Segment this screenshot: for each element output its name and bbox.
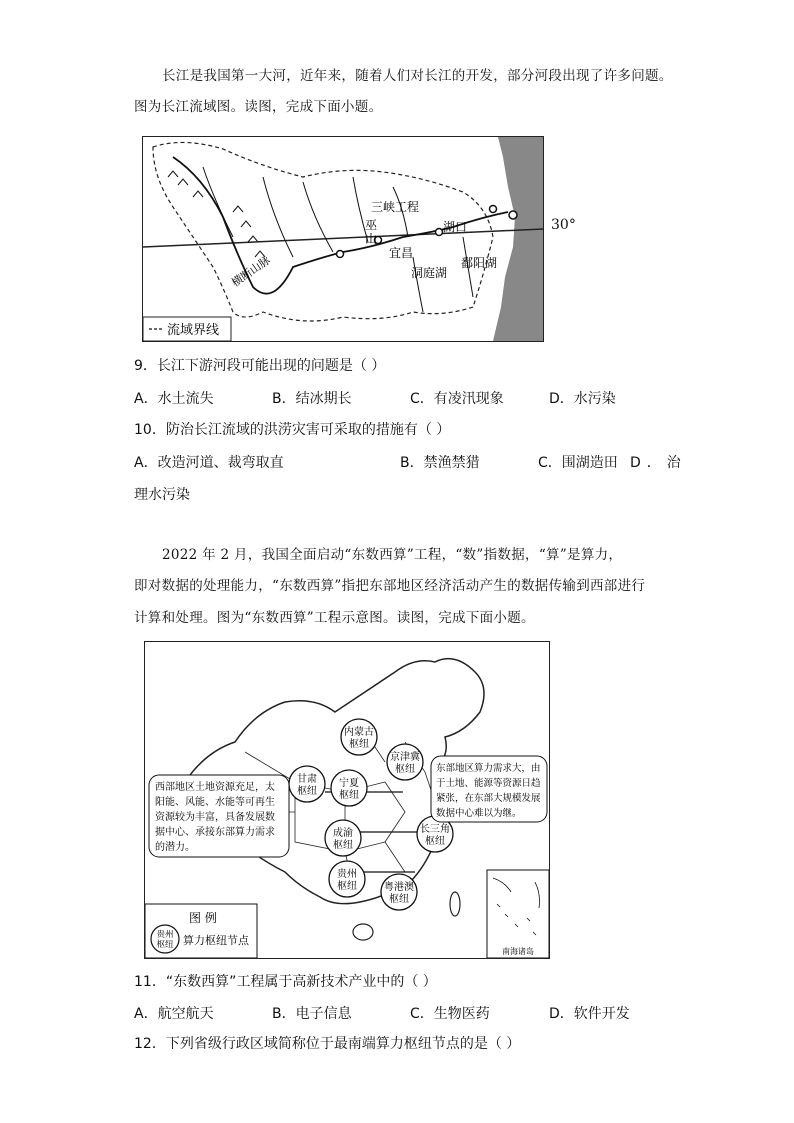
svg-text:宁夏: 宁夏 [339, 778, 359, 789]
svg-text:内蒙古: 内蒙古 [344, 727, 374, 738]
q10-stem: 10．防治长江流域的洪涝灾害可采取的措施有（ ） [134, 422, 451, 438]
node-neimenggu [341, 719, 377, 755]
svg-text:甘肃: 甘肃 [297, 774, 317, 785]
q12-stem: 12．下列省级行政区域简称位于最南端算力枢纽节点的是（ ） [134, 1036, 521, 1052]
q11-option-a[interactable]: A．航空航天 [134, 1006, 214, 1022]
label-wushan: 巫 [365, 218, 378, 232]
svg-text:京津冀: 京津冀 [390, 752, 420, 763]
q11-option-b[interactable]: B．电子信息 [272, 1006, 352, 1022]
label-poyang: 鄱阳湖 [461, 256, 498, 270]
q10-option-a[interactable]: A．改造河道、裁弯取直 [134, 455, 284, 471]
svg-text:贵州: 贵州 [156, 930, 174, 940]
q10-option-c[interactable]: C．围湖造田 [538, 455, 618, 471]
q9-option-a[interactable]: A．水土流失 [134, 391, 214, 407]
svg-text:东部地区算力需求大，由: 东部地区算力需求大，由 [436, 763, 541, 774]
label-wushan2: 山 [365, 232, 378, 246]
svg-text:紧张，在东部大规模发展: 紧张，在东部大规模发展 [436, 793, 541, 804]
node-jingjinji [387, 744, 423, 780]
svg-text:枢纽: 枢纽 [425, 836, 445, 847]
q9-option-c[interactable]: C．有凌汛现象 [410, 391, 504, 407]
svg-text:枢纽: 枢纽 [156, 940, 174, 950]
svg-text:算力枢纽节点: 算力枢纽节点 [183, 934, 249, 947]
q9-option-b[interactable]: B．结冰期长 [272, 391, 352, 407]
svg-text:枢纽: 枢纽 [349, 739, 369, 750]
q10-option-b[interactable]: B．禁渔禁猎 [400, 455, 480, 471]
node-guizhou [329, 861, 365, 897]
svg-text:阳能、风能、水能等可再生: 阳能、风能、水能等可再生 [155, 797, 275, 808]
node-ningxia [331, 770, 367, 806]
svg-text:粤港澳: 粤港澳 [384, 882, 414, 893]
intro2-line2: 即对数据的处理能力，“东数西算”指把东部地区经济活动产生的数据传输到西部进行 [134, 578, 646, 594]
legend-basin: 流域界线 [167, 323, 220, 338]
q9-option-d[interactable]: D．水污染 [549, 391, 616, 407]
svg-text:的潜力。: 的潜力。 [155, 842, 195, 853]
svg-text:于土地、能源等资源日趋: 于土地、能源等资源日趋 [436, 778, 541, 789]
svg-text:西部地区土地资源充足，太: 西部地区土地资源充足，太 [155, 782, 275, 793]
label-hukou: 湖口 [443, 220, 468, 234]
label-lat-30: 30° [551, 217, 576, 233]
svg-text:南海诸岛: 南海诸岛 [502, 947, 534, 956]
svg-text:长三角: 长三角 [420, 824, 450, 835]
svg-text:数据中心难以为继。: 数据中心难以为继。 [436, 808, 522, 819]
q9-stem: 9．长江下游河段可能出现的问题是（ ） [134, 358, 386, 374]
map2-legend [145, 904, 257, 958]
svg-text:图 例: 图 例 [189, 911, 217, 925]
yangtze-basin-map [142, 136, 576, 342]
q11-stem: 11．“东数西算”工程属于高新技术产业中的（ ） [134, 974, 437, 990]
node-yuegangao [381, 874, 417, 910]
south-china-sea-inset [487, 870, 549, 958]
intro2-line1: 2022 年 2 月，我国全面启动“东数西算”工程，“数”指数据，“算”是算力， [162, 547, 623, 563]
node-chengyu [325, 820, 361, 856]
intro1-line1: 长江是我国第一大河，近年来，随着人们对长江的开发，部分河段出现了许多问题。 [162, 68, 673, 84]
label-dongting: 洞庭湖 [411, 266, 448, 280]
svg-text:贵州: 贵州 [337, 869, 357, 880]
intro1-line2: 图为长江流域图。读图，完成下面小题。 [134, 99, 383, 115]
svg-text:枢纽: 枢纽 [389, 894, 409, 905]
east-note [431, 756, 547, 822]
label-hengduan: 横断山脉 [229, 253, 273, 290]
intro2-line3: 计算和处理。图为“东数西算”工程示意图。读图，完成下面小题。 [134, 610, 535, 626]
q10-option-d-cont: 理水污染 [134, 487, 190, 503]
label-sanxia: 三峡工程 [371, 200, 420, 214]
svg-text:枢纽: 枢纽 [297, 786, 317, 797]
east-data-west-computing-map [144, 641, 550, 959]
svg-text:成渝: 成渝 [333, 828, 353, 839]
label-yichang: 宜昌 [389, 246, 414, 260]
q10-option-d[interactable]: D．治 [630, 455, 687, 471]
svg-text:枢纽: 枢纽 [395, 764, 415, 775]
q11-option-c[interactable]: C．生物医药 [410, 1006, 490, 1022]
q11-option-d[interactable]: D．软件开发 [549, 1006, 630, 1022]
svg-text:据中心、承接东部算力需求: 据中心、承接东部算力需求 [155, 827, 275, 838]
svg-text:枢纽: 枢纽 [333, 840, 353, 851]
node-gansu [289, 766, 325, 802]
svg-text:枢纽: 枢纽 [337, 881, 357, 892]
west-note [149, 775, 289, 857]
svg-text:资源较为丰富，具备发展数: 资源较为丰富，具备发展数 [155, 812, 275, 823]
svg-text:枢纽: 枢纽 [339, 790, 359, 801]
